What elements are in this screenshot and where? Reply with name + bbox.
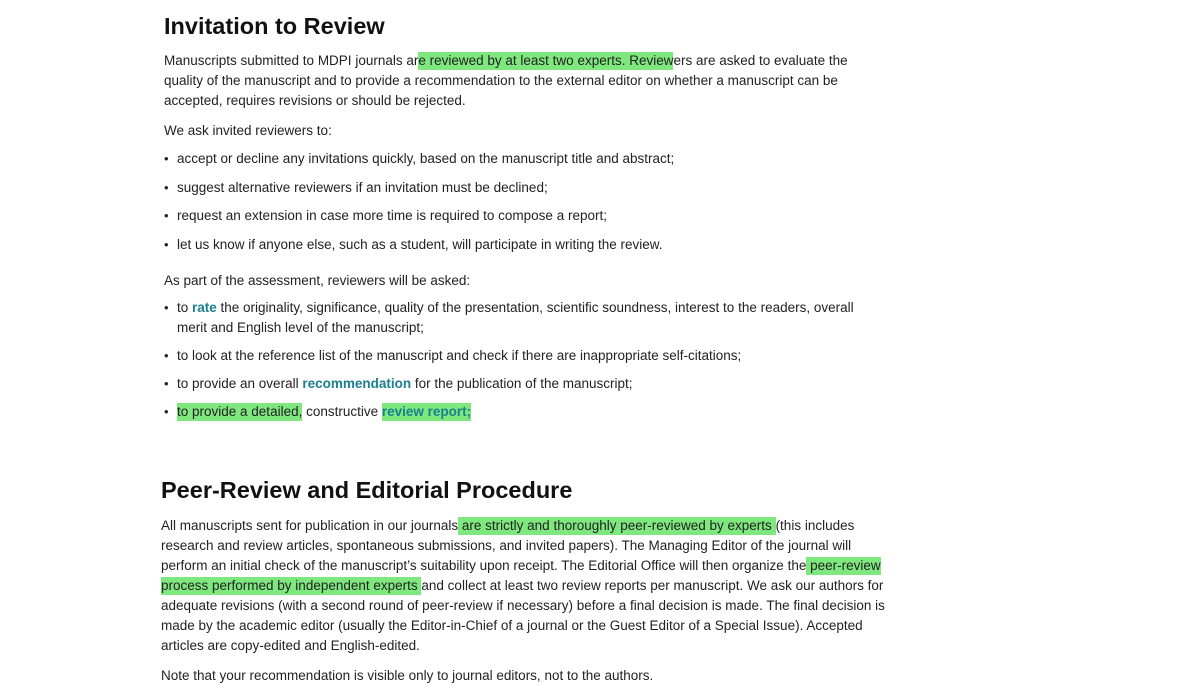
keyword-recommendation: recommendation [302,375,412,391]
procedure-section [161,470,891,686]
list-item: • accept or decline any invitations quickly, based on the manuscript title and abstract; [164,149,864,169]
highlight: are strictly and thoroughly peer-reviewed by experts [458,518,776,533]
procedure-paragraph: All manuscripts sent for publication in our journals are strictly and thoroughly peer-reviewed by experts (this includes research and review articles, spontaneous submissions, and invited papers). The Managing Editor of the journal will perform an initial check of the manuscript’s suitability upon receipt. The Editorial Office will then organize the peer-review process performed by independent experts and collect at least two review reports per manuscript. We ask our authors for adequate revisions (with a second round of peer-review if necessary) before a final decision is made. The final decision is made by the academic editor (usually the Editor-in-Chief of a journal or the Guest Editor of a Special Issue). Accepted articles are copy-edited and English-edited. [161,518,885,653]
list-item: • to rate the originality, significance, quality of the presentation, scientific soundness, interest to the readers, overall merit and English level of the manuscript; [164,298,864,338]
assessment-intro: As part of the assessment, reviewers will be asked: [164,272,471,288]
assessment-list [164,298,864,422]
keyword-review-report: review report; [381,403,472,419]
list-item: • to provide an overall recommendation for the publication of the manuscript; [164,374,864,394]
invitation-heading: Invitation to Review [164,13,385,39]
keyword-rate: rate [192,299,217,315]
procedure-heading: Peer-Review and Editorial Procedure [161,477,573,503]
ask-list [164,149,864,255]
highlight: to provide a detailed, [177,403,303,419]
list-item: • to provide a detailed, constructive review report; [164,402,864,422]
invitation-section [164,0,864,422]
ask-intro: We ask invited reviewers to: [164,123,332,138]
invitation-intro-paragraph: Manuscripts submitted to MDPI journals are reviewed by at least two experts. Reviewers are asked to evaluate the quality of the manuscript and to provide a recommendation to the external editor on whether a manuscript can be accepted, requires revisions or should be rejected. [164,53,848,108]
list-item: • to look at the reference list of the manuscript and check if there are inappropriate self-citations; [164,346,864,366]
list-item: • suggest alternative reviewers if an invitation must be declined; [164,178,864,198]
note-paragraph: Note that your recommendation is visible only to journal editors, not to the authors. [161,668,654,683]
highlight: e reviewed by at least two experts. Review [418,53,674,68]
list-item: • request an extension in case more time is required to compose a report; [164,206,864,226]
highlight: peer-review process performed by independent experts [161,558,881,593]
list-item: • let us know if anyone else, such as a student, will participate in writing the review. [164,235,864,255]
